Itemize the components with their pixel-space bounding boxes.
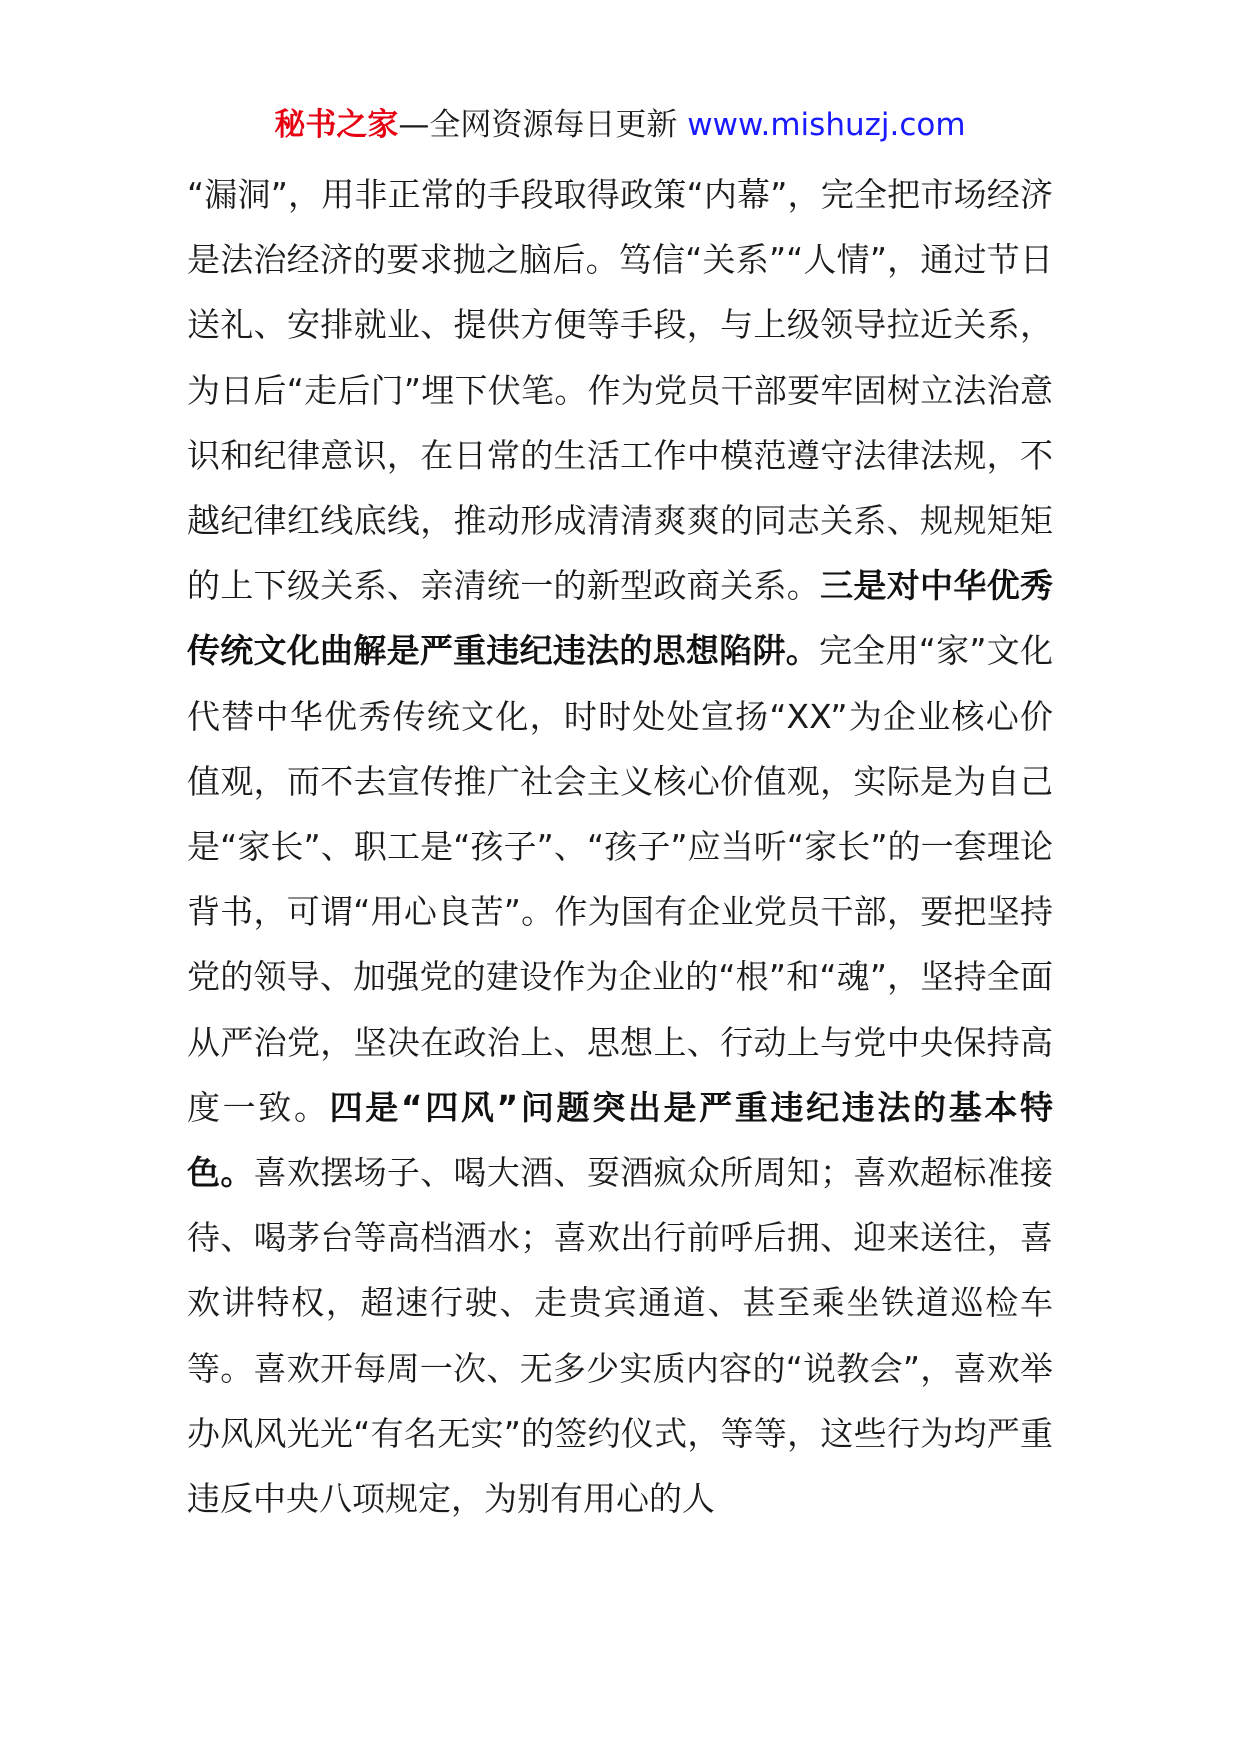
page-header — [0, 100, 1240, 150]
bold-point-four: 四是“四风”问题突出是严重违纪违法的基本特色。 — [187, 1087, 1053, 1193]
body-text-segment: 完全用“家”文化代替中华优秀传统文化，时时处处宣扬“XX”为企业核心价值观，而不去宣传推广社会主义核心价值观，实际是为自己是“家长”、职工是“孩子”、“孩子”应当听“家长”的一套理论背书，可谓“用心良苦”。作为国有企业党员干部，要把坚持党的领导、加强党的建设作为企业的“根”和“魂”，坚持全面从严治党，坚决在政治上、思想上、行动上与党中央保持高度一致。 — [187, 631, 1053, 1127]
body-paragraph — [187, 162, 1053, 1531]
brand-name: 秘书之家 — [274, 107, 399, 143]
site-url-link[interactable]: www.mishuzj.com — [687, 107, 966, 143]
bold-point-three: 三是对中华优秀传统文化曲解是严重违纪违法的思想陷阱。 — [187, 566, 1054, 671]
header-tagline: —全网资源每日更新 — [398, 107, 678, 143]
body-text-segment: “漏洞”，用非正常的手段取得政策“内幕”，完全把市场经济是法治经济的要求抛之脑后。笃信“关系”“人情”，通过节日送礼、安排就业、提供方便等手段，与上级领导拉近关系，为日后“走后门”埋下伏笔。作为党员干部要牢固树立法治意识和纪律意识，在日常的生活工作中模范遵守法律法规，不越纪律红线底线，推动形成清清爽爽的同志关系、规规矩矩的上下级关系、亲清统一的新型政商关系。 — [187, 175, 1053, 606]
body-text-segment: 喜欢摆场子、喝大酒、耍酒疯众所周知；喜欢超标准接待、喝茅台等高档酒水；喜欢出行前呼后拥、迎来送往，喜欢讲特权，超速行驶、走贵宾通道、甚至乘坐铁道巡检车等。喜欢开每周一次、无多少实质内容的“说教会”，喜欢举办风风光光“有名无实”的签约仪式，等等，这些行为均严重违反中央八项规定，为别有用心的人 — [187, 1153, 1054, 1519]
